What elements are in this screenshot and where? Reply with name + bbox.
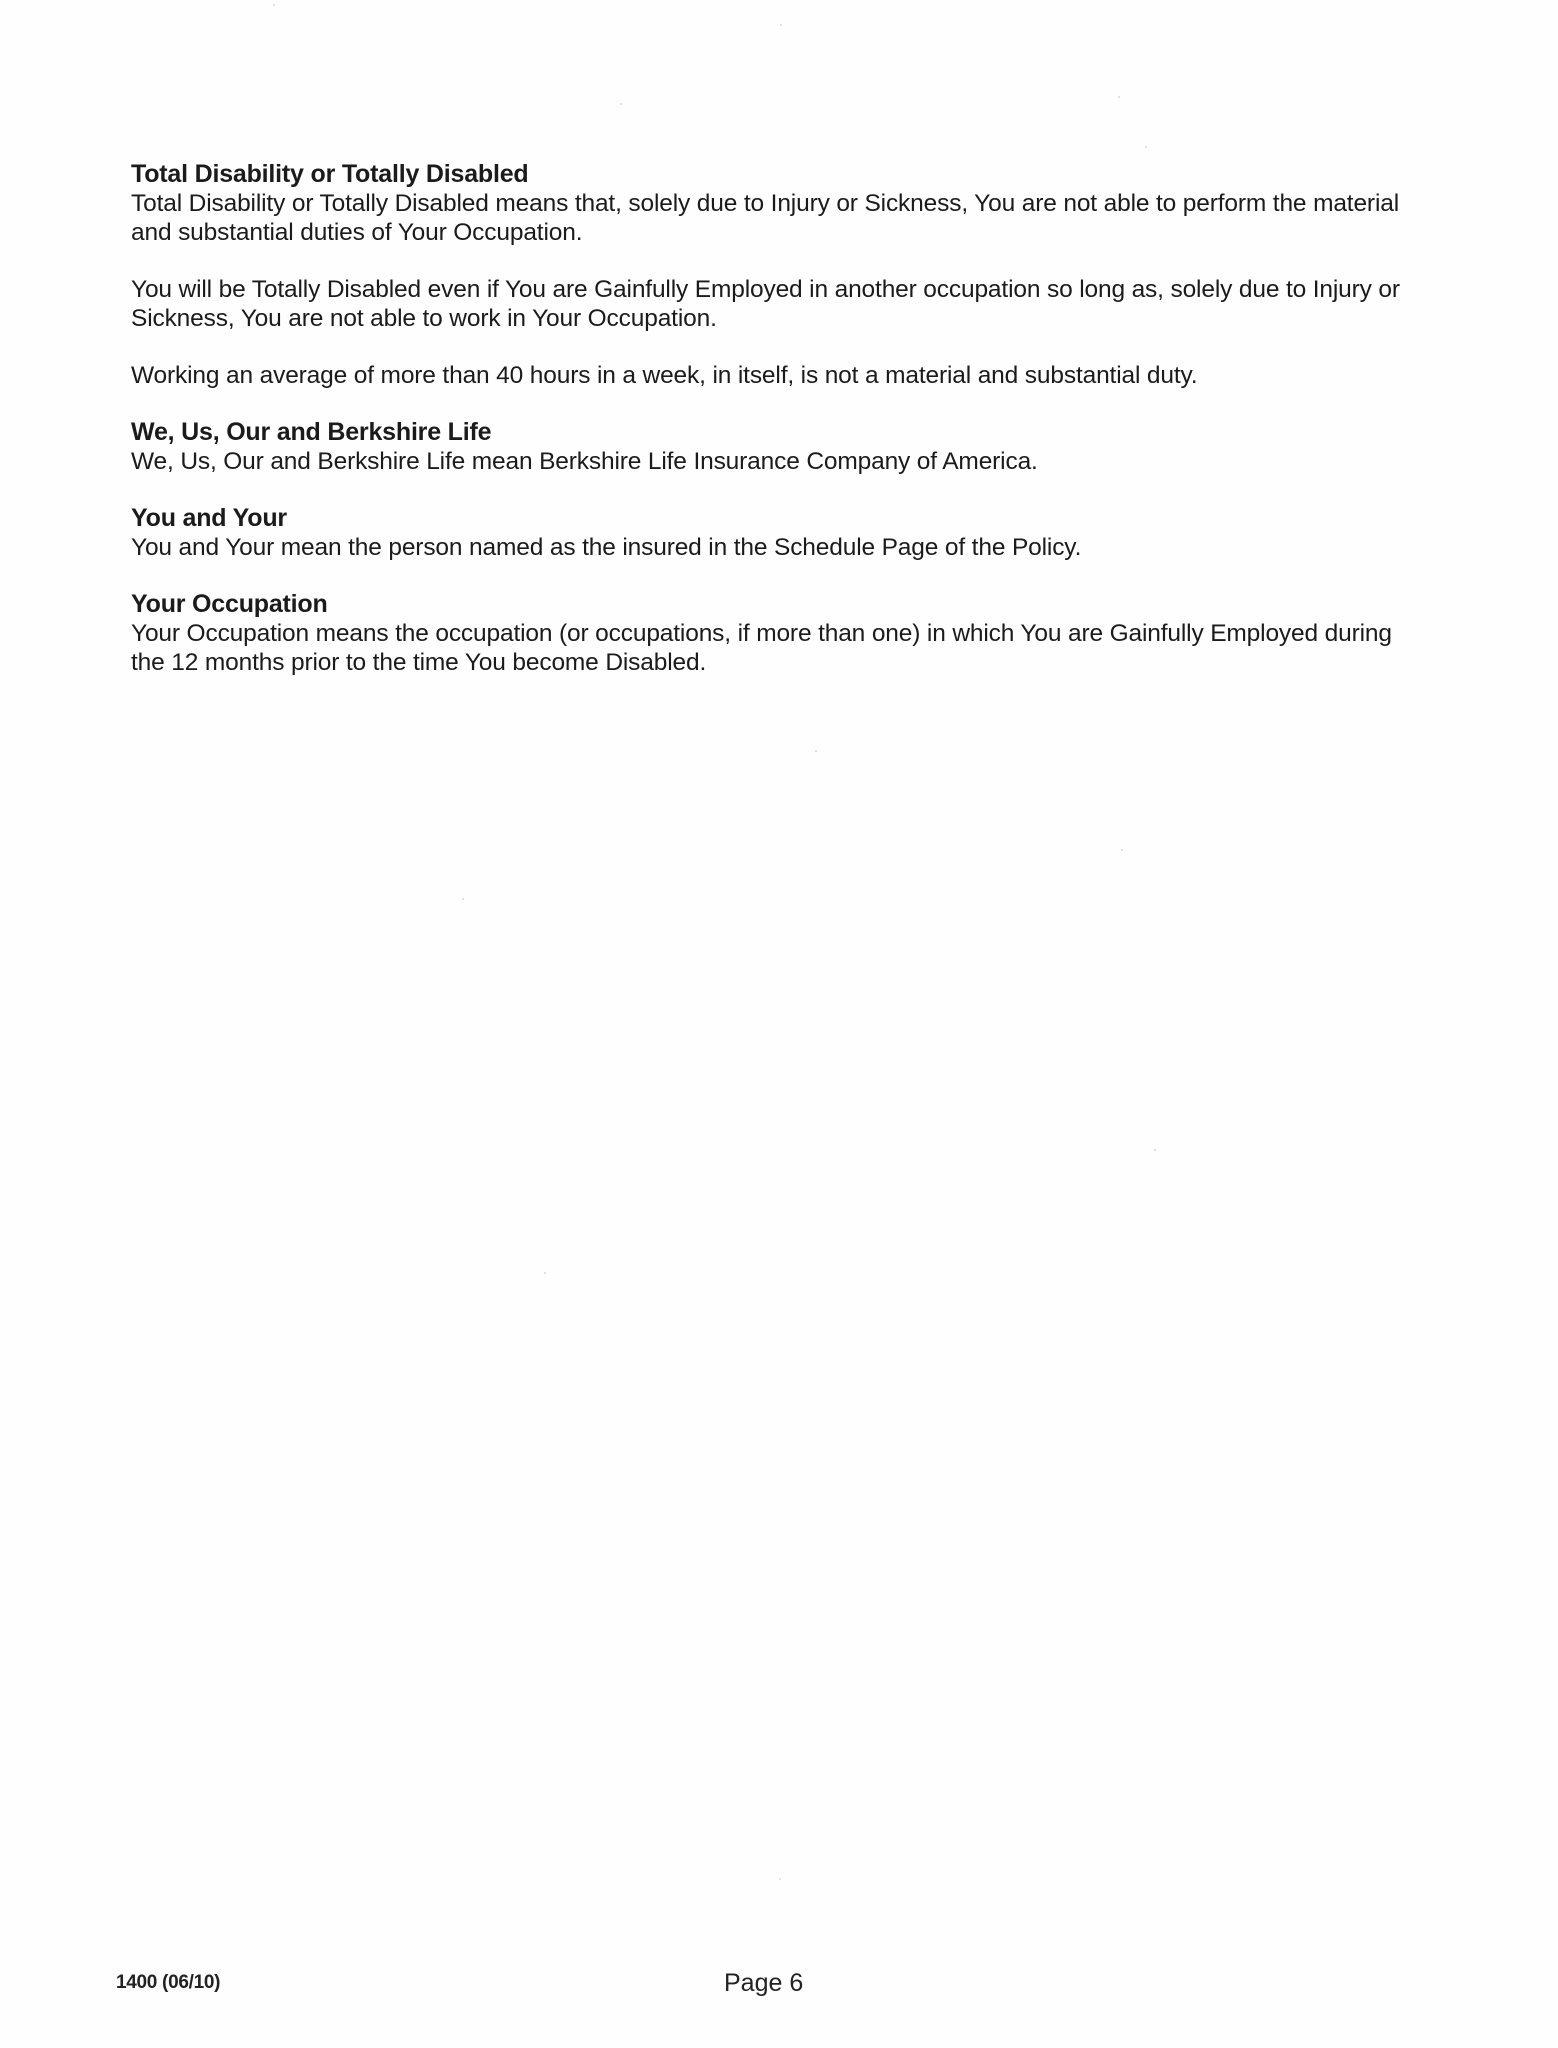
definition-paragraph: Total Disability or Totally Disabled means that, solely due to Injury or Sickness, You are not able to perform the material and substantial duties of Your Occupation. (131, 190, 1400, 246)
definition-heading: Your Occupation (131, 590, 328, 618)
definition-your-occupation (131, 590, 1421, 677)
scan-speck (462, 898, 464, 900)
scan-speck (620, 103, 622, 105)
scan-speck (1145, 146, 1147, 148)
scan-speck (779, 1878, 781, 1880)
definition-paragraph: You will be Totally Disabled even if You are Gainfully Employed in another occupation so long as, solely due to Injury or Sickness, You are not able to work in Your Occupation. (131, 276, 1400, 332)
scan-speck (1121, 849, 1123, 851)
definition-we-us-our (131, 418, 1421, 476)
definition-paragraph: Working an average of more than 40 hours in a week, in itself, is not a material and substantial duty. (131, 362, 1198, 389)
scan-speck (1154, 1149, 1156, 1151)
definition-total-disability (131, 160, 1421, 390)
scan-speck (1118, 96, 1120, 98)
definition-you-and-your (131, 504, 1421, 562)
definition-paragraph: We, Us, Our and Berkshire Life mean Berkshire Life Insurance Company of America. (131, 448, 1038, 475)
definition-heading: We, Us, Our and Berkshire Life (131, 418, 492, 446)
definitions-content (131, 160, 1421, 705)
scan-speck (780, 24, 782, 26)
definition-paragraph: You and Your mean the person named as the insured in the Schedule Page of the Policy. (131, 534, 1082, 561)
page-number: Page 6 (724, 1969, 804, 1997)
definition-paragraph: Your Occupation means the occupation (or occupations, if more than one) in which You are Gainfully Employed during the 12 months prior to the time You become Disabled. (131, 620, 1392, 676)
scan-speck (544, 1272, 546, 1274)
scan-speck (815, 750, 817, 752)
definition-heading: You and Your (131, 504, 287, 532)
definition-heading: Total Disability or Totally Disabled (131, 160, 529, 188)
form-number: 1400 (06/10) (116, 1972, 221, 1993)
scan-speck (273, 4, 275, 6)
